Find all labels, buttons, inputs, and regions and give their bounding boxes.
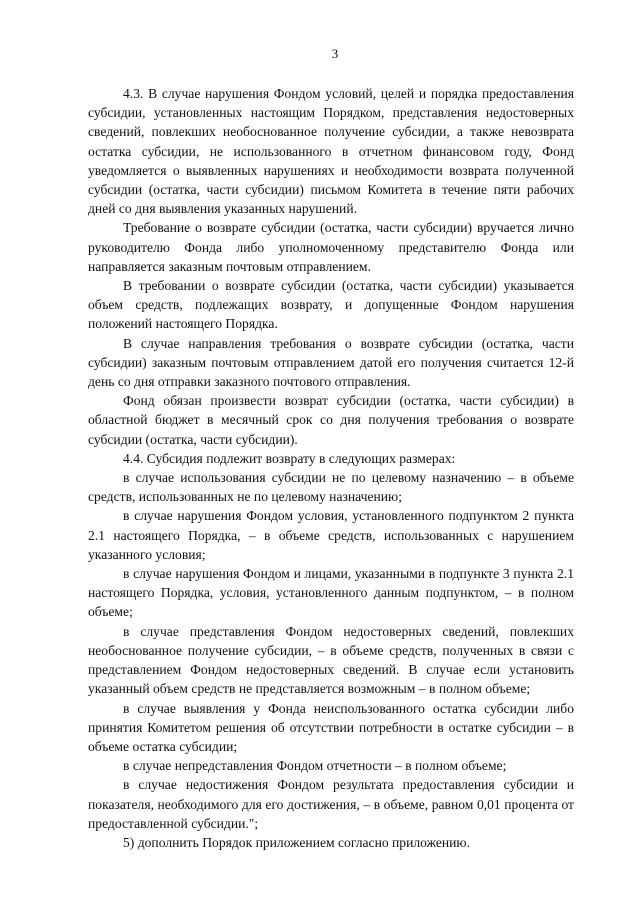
- page-number: 3: [331, 46, 339, 61]
- document-body: [88, 84, 574, 852]
- list-item-false-info: в случае представления Фондом недостоверных сведений, повлекших необоснованное получение субсидии, – в объеме средств, полученных в связи с представлением Фондом недостоверных сведений. В случае если установить указанный объем средств не представляется возможным – в полном объеме;: [88, 623, 574, 697]
- list-item-misuse: в случае использования субсидии не по целевому назначению – в объеме средств, использованных не по целевому назначению;: [88, 470, 574, 505]
- paragraph-4-4: 4.4. Субсидия подлежит возврату в следующих размерах:: [123, 450, 456, 466]
- paragraph-receipt-date: В случае направления требования о возврате субсидии (остатка, части субсидии) заказным почтовым отправлением датой его получения считается 12-й день со дня отправки заказного почтового отправления.: [88, 335, 574, 390]
- list-item-condition-2: в случае нарушения Фондом условия, установленного подпунктом 2 пункта 2.1 настоящего Порядка, – в объеме средств, использованных с нарушением указанного условия;: [88, 508, 574, 562]
- paragraph-4-3: 4.3. В случае нарушения Фондом условий, целей и порядка предоставления субсидии, установленных настоящим Порядком, представления недостоверных сведений, повлекших необоснованное получение субсидии, а также невозврата остатка субсидии, не использованного в отчетном финансовом году, Фонд уведомляется о выявленных нарушениях и необходимости возврата полученной субсидии (остатка, части субсидии) письмом Комитета в течение пяти рабочих дней со дня выявления указанных нарушений.: [88, 86, 574, 217]
- paragraph-demand-content: В требовании о возврате субсидии (остатка, части субсидии) указывается объем средств, подлежащих возврату, и допущенные Фондом нарушения положений настоящего Порядка.: [88, 278, 574, 332]
- list-item-no-report: в случае непредставления Фондом отчетности – в полном объеме;: [123, 758, 507, 774]
- paragraph-demand-delivery: Требование о возврате субсидии (остатка, части субсидии) вручается лично руководителю Фонда либо уполномоченному представителю Фонда или направляется заказным почтовым отправлением.: [88, 220, 574, 274]
- list-item-condition-3: в случае нарушения Фондом и лицами, указанными в подпункте 3 пункта 2.1 настоящего Порядка, условия, установленного данным подпунктом, – в полном объеме;: [88, 566, 574, 620]
- list-item-result-not-achieved: в случае недостижения Фондом результата предоставления субсидии и показателя, необходимого для его достижения, – в объеме, равном 0,01 процента от предоставленной субсидии.";: [88, 777, 574, 831]
- paragraph-return-deadline: Фонд обязан произвести возврат субсидии (остатка, части субсидии) в областной бюджет в месячный срок со дня получения требования о возврате субсидии (остатка, части субсидии).: [88, 393, 574, 447]
- paragraph-item-5: 5) дополнить Порядок приложением согласно приложению.: [123, 834, 470, 850]
- list-item-unused-balance: в случае выявления у Фонда неиспользованного остатка субсидии либо принятия Комитетом решения об отсутствии потребности в остатке субсидии – в объеме остатка субсидии;: [88, 700, 574, 754]
